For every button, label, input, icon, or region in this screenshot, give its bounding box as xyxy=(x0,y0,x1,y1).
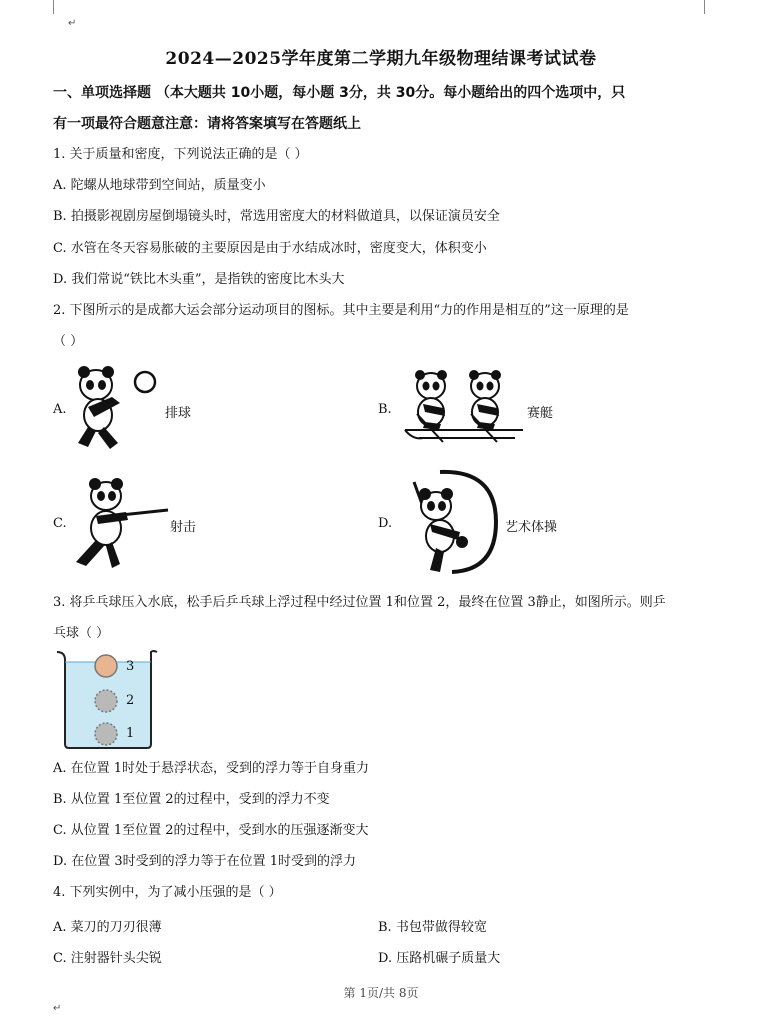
q1-stem: 1. 关于质量和密度，下列说法正确的是（ ） xyxy=(53,147,308,162)
ball-label-3: 3 xyxy=(126,659,135,674)
q4-option-c: C. 注射器针头尖锐 xyxy=(53,951,162,966)
paragraph-mark-icon: ↵ xyxy=(68,18,77,29)
paragraph-mark-icon: ↵ xyxy=(53,1003,62,1014)
q2-option-b-letter: B. xyxy=(378,402,392,417)
q3-option-a: A. 在位置 1时处于悬浮状态，受到的浮力等于自身重力 xyxy=(53,761,370,776)
ball-label-2: 2 xyxy=(126,693,135,708)
q3-stem-line2: 乓球（ ） xyxy=(53,626,110,641)
crop-mark-left xyxy=(53,0,54,14)
q2-stem-line1: 2. 下图所示的是成都大运会部分运动项目的图标。其中主要是利用“力的作用是相互的”这一原理的是 xyxy=(53,303,629,318)
section-instructions-line2: 有一项最符合题意注意：请将答案填写在答题纸上 xyxy=(53,116,361,132)
page-footer: 第 1页/共 8页 xyxy=(343,986,419,1000)
q2-option-b-label: 赛艇 xyxy=(527,406,554,421)
q4-option-d: D. 压路机碾子质量大 xyxy=(378,951,501,966)
ball-label-1: 1 xyxy=(126,726,135,741)
q2-stem-line2: （ ） xyxy=(53,334,84,349)
q2-option-c-label: 射击 xyxy=(170,520,197,535)
q1-option-b: B. 拍摄影视剧房屋倒塌镜头时，常选用密度大的材料做道具，以保证演员安全 xyxy=(53,209,500,224)
q3-stem-line1: 3. 将乒乓球压入水底，松手后乒乓球上浮过程中经过位置 1和位置 2，最终在位置 3静止，如图所示。则乒 xyxy=(53,595,666,610)
panda-gymnastics-icon xyxy=(400,466,502,576)
q2-option-a-label: 排球 xyxy=(165,406,192,421)
q1-option-d: D. 我们常说“铁比木头重”，是指铁的密度比木头大 xyxy=(53,272,345,287)
q3-option-b: B. 从位置 1至位置 2的过程中，受到的浮力不变 xyxy=(53,792,330,807)
q1-option-c: C. 水管在冬天容易胀破的主要原因是由于水结成冰时，密度变大，体积变小 xyxy=(53,241,487,256)
q3-option-c: C. 从位置 1至位置 2的过程中，受到水的压强逐渐变大 xyxy=(53,823,369,838)
section-instructions-line1: 一、单项选择题 （本大题共 10小题，每小题 3分，共 30分。每小题给出的四个选项中，只 xyxy=(53,85,626,101)
q2-option-c-letter: C. xyxy=(53,516,67,531)
panda-shooting-icon xyxy=(68,476,170,570)
panda-rowing-icon xyxy=(403,368,525,444)
crop-mark-right xyxy=(704,0,705,14)
panda-volleyball-icon xyxy=(68,363,163,453)
q2-option-d-letter: D. xyxy=(378,516,393,531)
q4-option-a: A. 菜刀的刀刃很薄 xyxy=(53,920,162,935)
q2-option-a-letter: A. xyxy=(53,402,67,417)
q2-option-d-label: 艺术体操 xyxy=(505,520,558,535)
beaker-figure xyxy=(53,648,161,752)
page-title: 2024—2025学年度第二学期九年级物理结课考试试卷 xyxy=(165,49,597,69)
q4-stem: 4. 下列实例中，为了减小压强的是（ ） xyxy=(53,885,282,900)
q4-option-b: B. 书包带做得较宽 xyxy=(378,920,487,935)
q1-option-a: A. 陀螺从地球带到空间站，质量变小 xyxy=(53,178,266,193)
q3-option-d: D. 在位置 3时受到的浮力等于在位置 1时受到的浮力 xyxy=(53,854,357,869)
